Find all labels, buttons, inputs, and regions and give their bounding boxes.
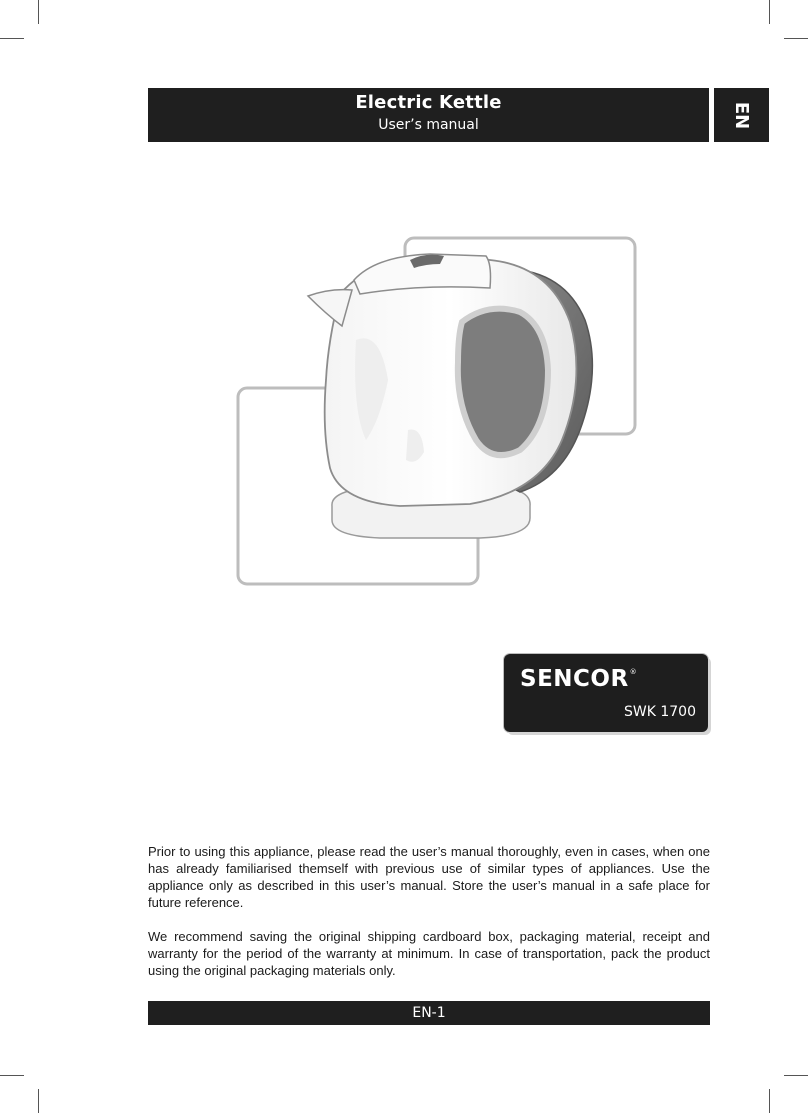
crop-mark-left-top [0, 38, 24, 39]
document-subtitle: User’s manual [378, 117, 479, 133]
crop-mark-bottom-right [769, 1089, 770, 1113]
brand-logo-text: SENCOR [520, 666, 629, 692]
intro-paragraph: Prior to using this appliance, please read the user’s manual thoroughly, even in cases, when one has already familiarised themself with previous use of similar types of appliances. Use the appliance only as described in this user’s manual. Store the user’s manual in a safe place for future reference. [148, 844, 710, 910]
intro-paragraph: We recommend saving the original shipping cardboard box, packaging material, receipt and warranty for the period of the warranty at minimum. In case of transportation, pack the product using the original packaging materials only. [148, 929, 710, 978]
footer-bar [148, 1001, 710, 1025]
language-tab [714, 88, 769, 142]
water-level-window [458, 309, 548, 455]
crop-mark-left-bottom [0, 1075, 24, 1076]
crop-mark-bottom-left [38, 1089, 39, 1113]
language-label: EN [731, 101, 752, 129]
electric-kettle-illustration [230, 230, 642, 590]
intro-text [148, 843, 710, 996]
crop-mark-right-bottom [784, 1075, 808, 1076]
page-number: EN-1 [412, 1005, 446, 1021]
document-title: Electric Kettle [355, 92, 502, 113]
header-bar [148, 88, 709, 142]
model-number: SWK 1700 [624, 704, 696, 720]
brand-logo [520, 666, 637, 692]
crop-mark-right-top [784, 38, 808, 39]
crop-mark-top-left [38, 0, 39, 24]
trademark-symbol: ® [629, 668, 638, 676]
crop-mark-top-right [769, 0, 770, 24]
brand-card [504, 654, 708, 732]
